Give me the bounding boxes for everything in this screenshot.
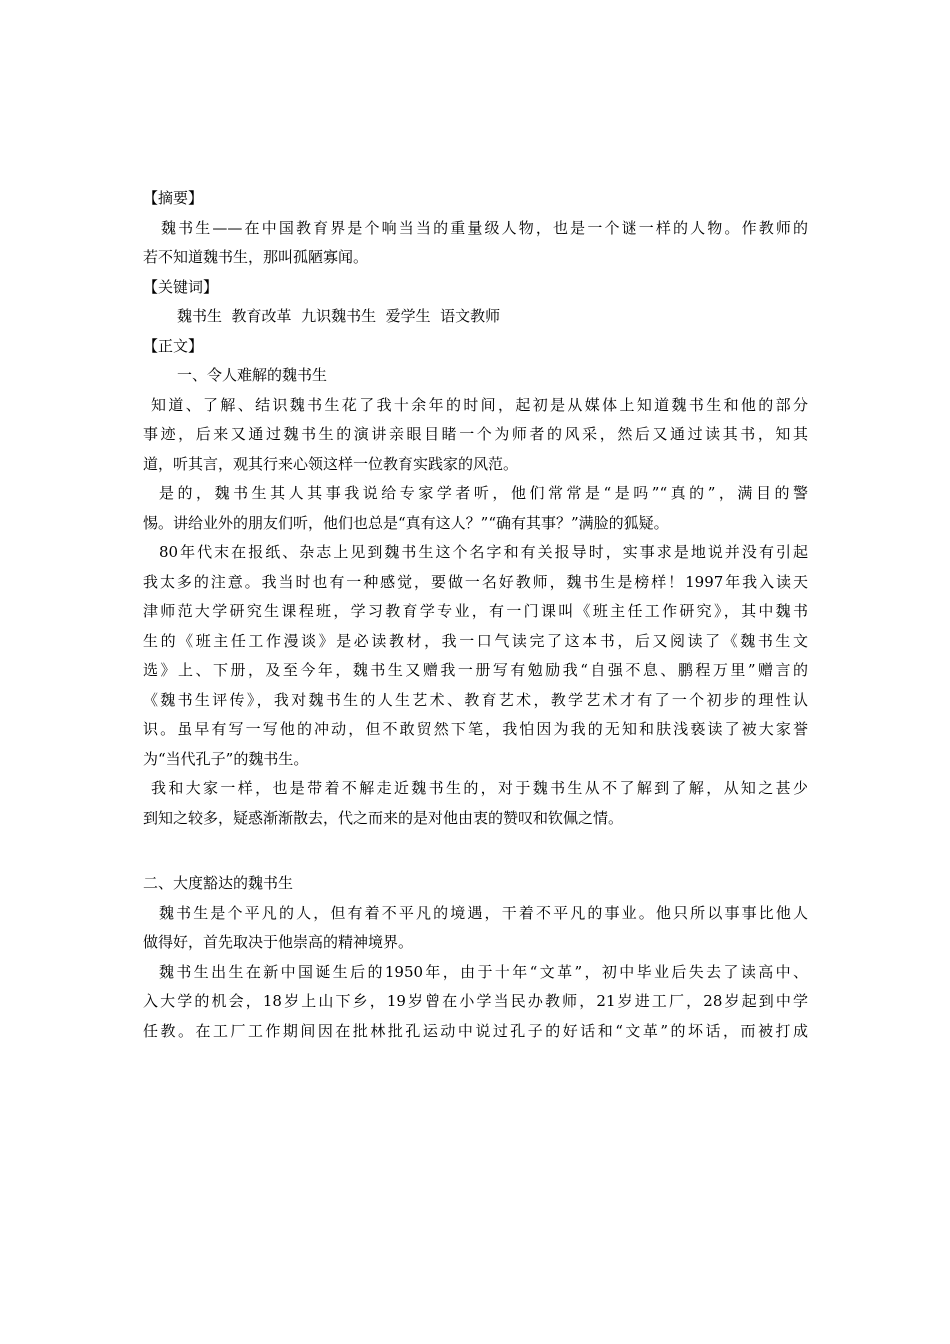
keywords-text: 魏书生 教育改革 九识魏书生 爱学生 语文教师 [177, 307, 501, 325]
paragraph-line: 80年代末在报纸、杂志上见到魏书生这个名字和有关报导时，实事求是地说并没有引起 [159, 543, 808, 561]
paragraph-line: 选》上、下册，及至今年，魏书生又赠我一册写有勉励我“自强不息、鹏程万里”赠言的 [143, 661, 808, 679]
abstract-heading: 【摘要】 [143, 189, 204, 207]
paragraph-line: 为“当代孔子”的魏书生。 [143, 749, 309, 768]
paragraph-line: 入大学的机会，18岁上山下乡，19岁曾在小学当民办教师，21岁进工厂，28岁起到中学 [143, 992, 808, 1010]
paragraph-line: 道，听其言，观其行来心领这样一位教育实践家的风范。 [143, 454, 519, 473]
section-title: 一、令人难解的魏书生 [177, 366, 328, 384]
paragraph-line: 做得好，首先取决于他崇高的精神境界。 [143, 933, 414, 951]
paragraph-line: 是的，魏书生其人其事我说给专家学者听，他们常常是“是吗”“真的”，满目的警 [159, 484, 808, 502]
paragraph-line: 《魏书生评传》，我对魏书生的人生艺术、教育艺术，教学艺术才有了一个初步的理性认 [143, 690, 808, 709]
document-content [143, 184, 808, 1046]
paragraph-line: 到知之较多，疑惑渐渐散去，代之而来的是对他由衷的赞叹和钦佩之情。 [143, 808, 624, 827]
abstract-line: 魏书生——在中国教育界是个响当当的重量级人物，也是一个谜一样的人物。作教师的 [161, 218, 808, 237]
paragraph-line: 津师范大学研究生课程班，学习教育学专业，有一门课叫《班主任工作研究》，其中魏书 [143, 602, 808, 620]
paragraph-line: 魏书生是个平凡的人，但有着不平凡的境遇，干着不平凡的事业。他只所以事事比他人 [159, 903, 808, 922]
paragraph-line: 生的《班主任工作漫谈》是必读教材，我一口气读完了这本书，后又阅读了《魏书生文 [143, 631, 808, 650]
paragraph-line: 我和大家一样，也是带着不解走近魏书生的，对于魏书生从不了解到了解，从知之甚少 [151, 779, 808, 797]
paragraph-line: 知道、了解、结识魏书生花了我十余年的时间，起初是从媒体上知道魏书生和他的部分 [151, 395, 808, 414]
keywords-heading: 【关键词】 [143, 277, 219, 296]
paragraph-line: 识。虽早有写一写他的冲动，但不敢贸然下笔，我怕因为我的无知和肤浅亵读了被大家誉 [143, 720, 808, 738]
paragraph-line: 任教。在工厂工作期间因在批林批孔运动中说过孔子的好话和“文革”的坏话，而被打成 [143, 1021, 808, 1040]
body-heading: 【正文】 [143, 336, 204, 355]
paragraph-line: 魏书生出生在新中国诞生后的1950年，由于十年“文革”，初中毕业后失去了读高中、 [159, 962, 808, 981]
section-spacer [143, 833, 808, 869]
section-title: 二、大度豁达的魏书生 [143, 874, 294, 892]
paragraph-line: 事迹，后来又通过魏书生的演讲亲眼目睹一个为师者的风采，然后又通过读其书，知其 [143, 425, 808, 443]
abstract-line: 若不知道魏书生，那叫孤陋寡闻。 [143, 248, 369, 266]
paragraph-line: 惕。讲给业外的朋友们听，他们也总是“真有这人？”“确有其事？”满脸的狐疑。 [143, 513, 669, 532]
paragraph-line: 我太多的注意。我当时也有一种感觉，要做一名好教师，魏书生是榜样！1997年我入读天 [143, 572, 808, 591]
